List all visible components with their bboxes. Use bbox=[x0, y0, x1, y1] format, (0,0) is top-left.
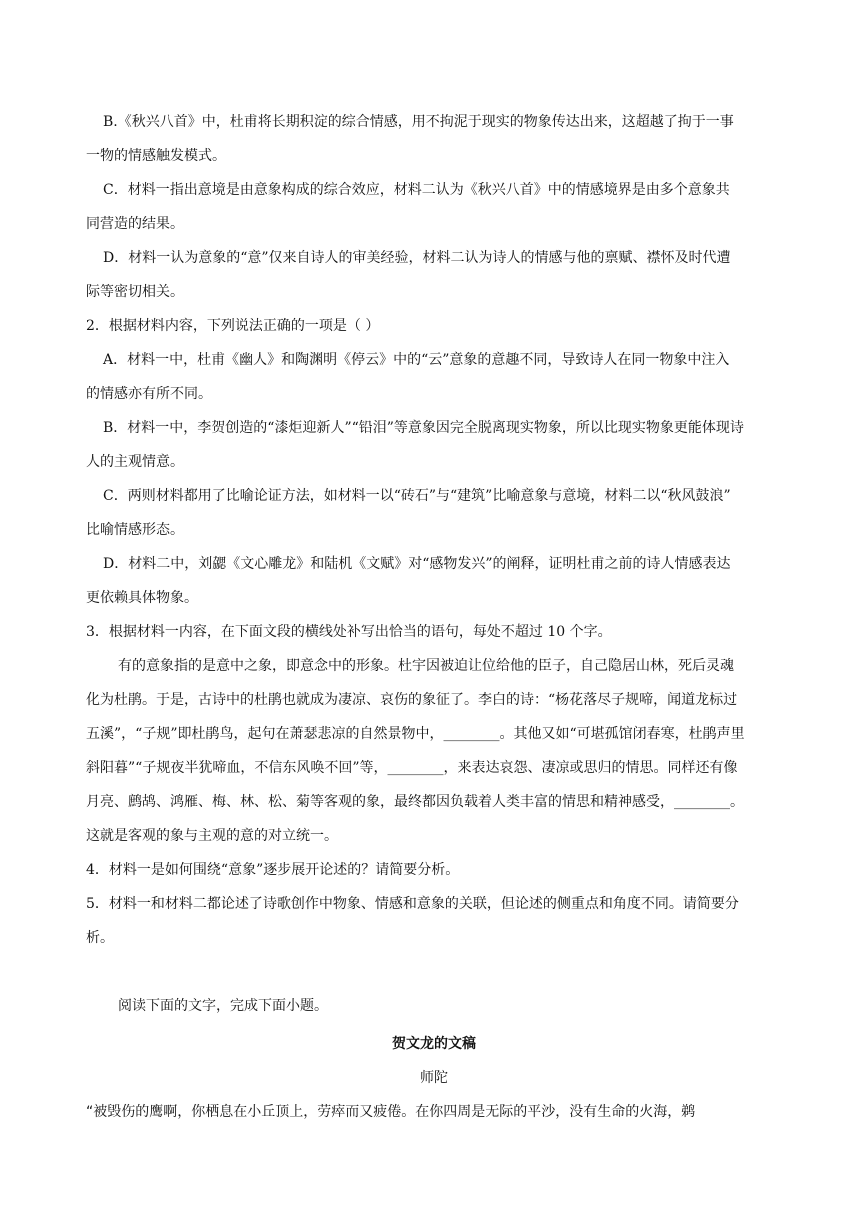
option-2d-line-2: 更依赖具体物象。 bbox=[86, 590, 198, 606]
option-2c-line-2: 比喻情感形态。 bbox=[86, 522, 184, 538]
option-1c-line-1: C．材料一指出意境是由意象构成的综合效应，材料二认为《秋兴八首》中的情感境界是由多个意象共 bbox=[103, 182, 730, 198]
option-2a-line-1: A．材料一中，杜甫《幽人》和陶渊明《停云》中的“云”意象的意趣不同，导致诗人在同一物象中注入 bbox=[103, 352, 730, 368]
option-1d-line-1: D．材料一认为意象的“意”仅来自诗人的审美经验，材料二认为诗人的情感与他的禀赋、襟怀及时代遭 bbox=[103, 250, 731, 266]
passage-line-4: 斜阳暮”“子规夜半犹啼血，不信东风唤不回”等，________，来表达哀怨、凄凉或思归的情思。同样还有像 bbox=[86, 760, 738, 776]
option-2a-line-2: 的情感亦有所不同。 bbox=[86, 386, 212, 402]
option-1b-line-1: B.《秋兴八首》中，杜甫将长期积淀的综合情感，用不拘泥于现实的物象传达出来，这超越了拘于一事 bbox=[103, 114, 734, 130]
option-2d-line-1: D．材料二中，刘勰《文心雕龙》和陆机《文赋》对“感物发兴”的阐释，证明杜甫之前的诗人情感表达 bbox=[103, 556, 731, 572]
option-2b-line-1: B．材料一中，李贺创造的“漆炬迎新人”“铅泪”等意象因完全脱离现实物象，所以比现实物象更能体现诗 bbox=[103, 420, 744, 436]
option-2b-line-2: 人的主观情意。 bbox=[86, 454, 184, 470]
story-title: 贺文龙的文稿 bbox=[392, 1036, 476, 1052]
question-2-stem: 2．根据材料内容，下列说法正确的一项是（ ） bbox=[86, 318, 380, 334]
passage-line-1: 有的意象指的是意中之象，即意念中的形象。杜宇因被迫让位给他的臣子，自己隐居山林，死后灵魂 bbox=[118, 658, 734, 674]
reading-instruction: 阅读下面的文字，完成下面小题。 bbox=[118, 998, 328, 1014]
question-3-stem: 3．根据材料一内容，在下面文段的横线处补写出恰当的语句，每处不超过 10 个字。 bbox=[86, 624, 612, 640]
option-1c-line-2: 同营造的结果。 bbox=[86, 216, 184, 232]
option-1b-line-2: 一物的情感触发模式。 bbox=[86, 148, 226, 164]
story-author: 师陀 bbox=[420, 1070, 448, 1086]
passage-line-5: 月亮、鹧鸪、鸿雁、梅、林、松、菊等客观的象，最终都因负载着人类丰富的情思和精神感受，________。 bbox=[86, 794, 744, 810]
question-4-stem: 4．材料一是如何围绕“意象”逐步展开论述的？请简要分析。 bbox=[86, 862, 460, 878]
passage-line-6: 这就是客观的象与主观的意的对立统一。 bbox=[86, 828, 338, 844]
passage-line-2: 化为杜鹃。于是，古诗中的杜鹃也就成为凄凉、哀伤的象征了。李白的诗：“杨花落尽子规啼，闻道龙标过 bbox=[86, 692, 738, 708]
question-5-line-1: 5．材料一和材料二都论述了诗歌创作中物象、情感和意象的关联，但论述的侧重点和角度不同。请简要分 bbox=[86, 896, 739, 912]
question-5-line-2: 析。 bbox=[86, 930, 114, 946]
passage-line-3: 五溪”，“子规”即杜鹃鸟，起句在萧瑟悲凉的自然景物中，________。其他又如“可堪孤馆闭春寒，杜鹃声里 bbox=[86, 726, 745, 742]
story-first-line: “被毁伤的鹰啊，你栖息在小丘顶上，劳瘁而又疲倦。在你四周是无际的平沙，没有生命的火海，鹈 bbox=[86, 1104, 696, 1120]
option-1d-line-2: 际等密切相关。 bbox=[86, 284, 184, 300]
option-2c-line-1: C．两则材料都用了比喻论证方法，如材料一以“砖石”与“建筑”比喻意象与意境，材料二以“秋风鼓浪” bbox=[103, 488, 731, 504]
